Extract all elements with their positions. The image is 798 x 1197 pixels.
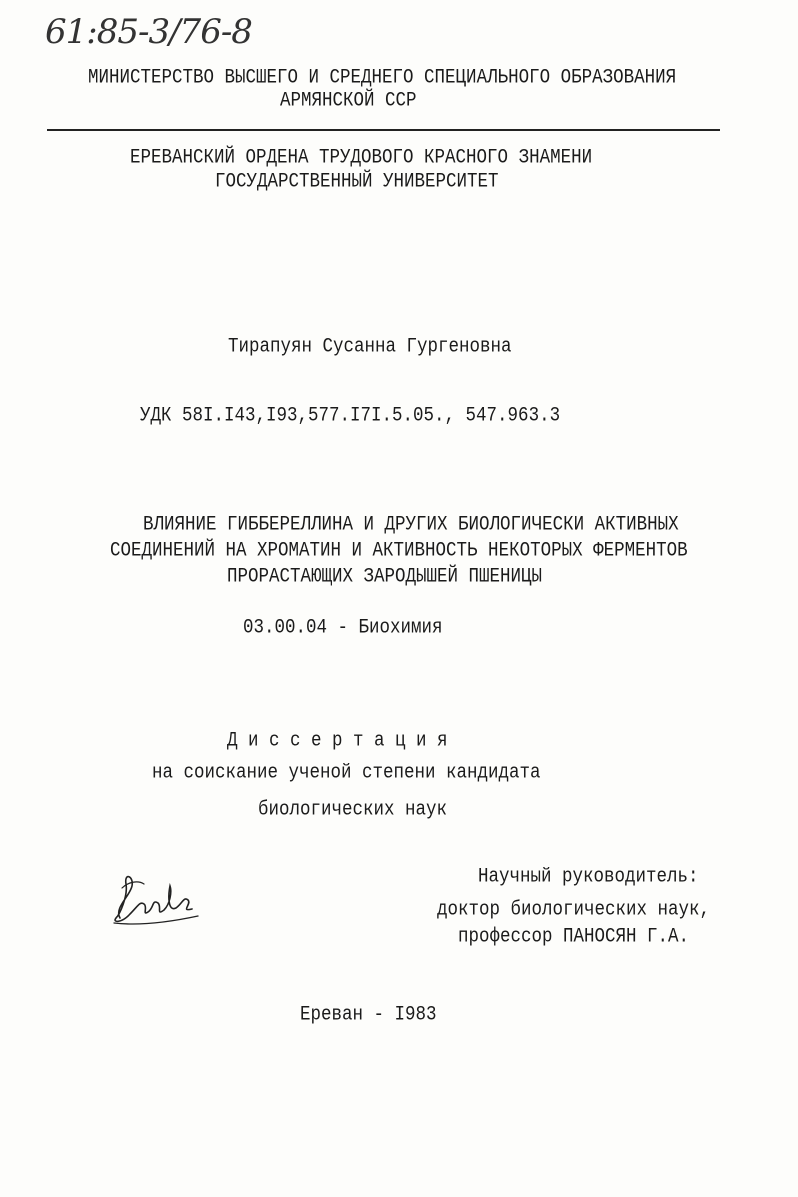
title-line-3: ПРОРАСТАЮЩИХ ЗАРОДЫШЕЙ ПШЕНИЦЫ bbox=[227, 565, 543, 589]
supervisor-degree: доктор биологических наук, bbox=[437, 898, 711, 922]
supervisor-label: Научный руководитель: bbox=[478, 865, 699, 889]
degree-type: Д и с с е р т а ц и я bbox=[227, 729, 448, 753]
specialty-code: 03.00.04 - Биохимия bbox=[243, 616, 443, 640]
udc-code: УДК 58I.I43,I93,577.I7I.5.05., 547.963.3 bbox=[140, 404, 561, 428]
ministry-line-1: МИНИСТЕРСТВО ВЫСШЕГО И СРЕДНЕГО СПЕЦИАЛЬНОГО ОБРАЗОВАНИЯ bbox=[88, 66, 677, 90]
catalog-mark: 61:85-3/76-8 bbox=[45, 12, 252, 52]
place-and-year: Ереван - I983 bbox=[300, 1003, 437, 1027]
university-line-2: ГОСУДАРСТВЕННЫЙ УНИВЕРСИТЕТ bbox=[215, 170, 499, 194]
header-divider bbox=[47, 129, 720, 131]
signature bbox=[110, 866, 202, 930]
title-line-2: СОЕДИНЕНИЙ НА ХРОМАТИН И АКТИВНОСТЬ НЕКОТОРЫХ ФЕРМЕНТОВ bbox=[110, 539, 688, 563]
author-name: Тирапуян Сусанна Гургеновна bbox=[228, 335, 512, 359]
university-line-1: ЕРЕВАНСКИЙ ОРДЕНА ТРУДОВОГО КРАСНОГО ЗНАМЕНИ bbox=[130, 146, 593, 170]
degree-line-1: на соискание ученой степени кандидата bbox=[152, 761, 541, 785]
supervisor-name: профессор ПАНОСЯН Г.А. bbox=[458, 925, 690, 949]
title-line-1: ВЛИЯНИЕ ГИББЕРЕЛЛИНА И ДРУГИХ БИОЛОГИЧЕСКИ АКТИВНЫХ bbox=[143, 513, 679, 537]
ministry-line-2: АРМЯНСКОЙ ССР bbox=[280, 89, 417, 113]
degree-line-2: биологических наук bbox=[258, 798, 448, 822]
